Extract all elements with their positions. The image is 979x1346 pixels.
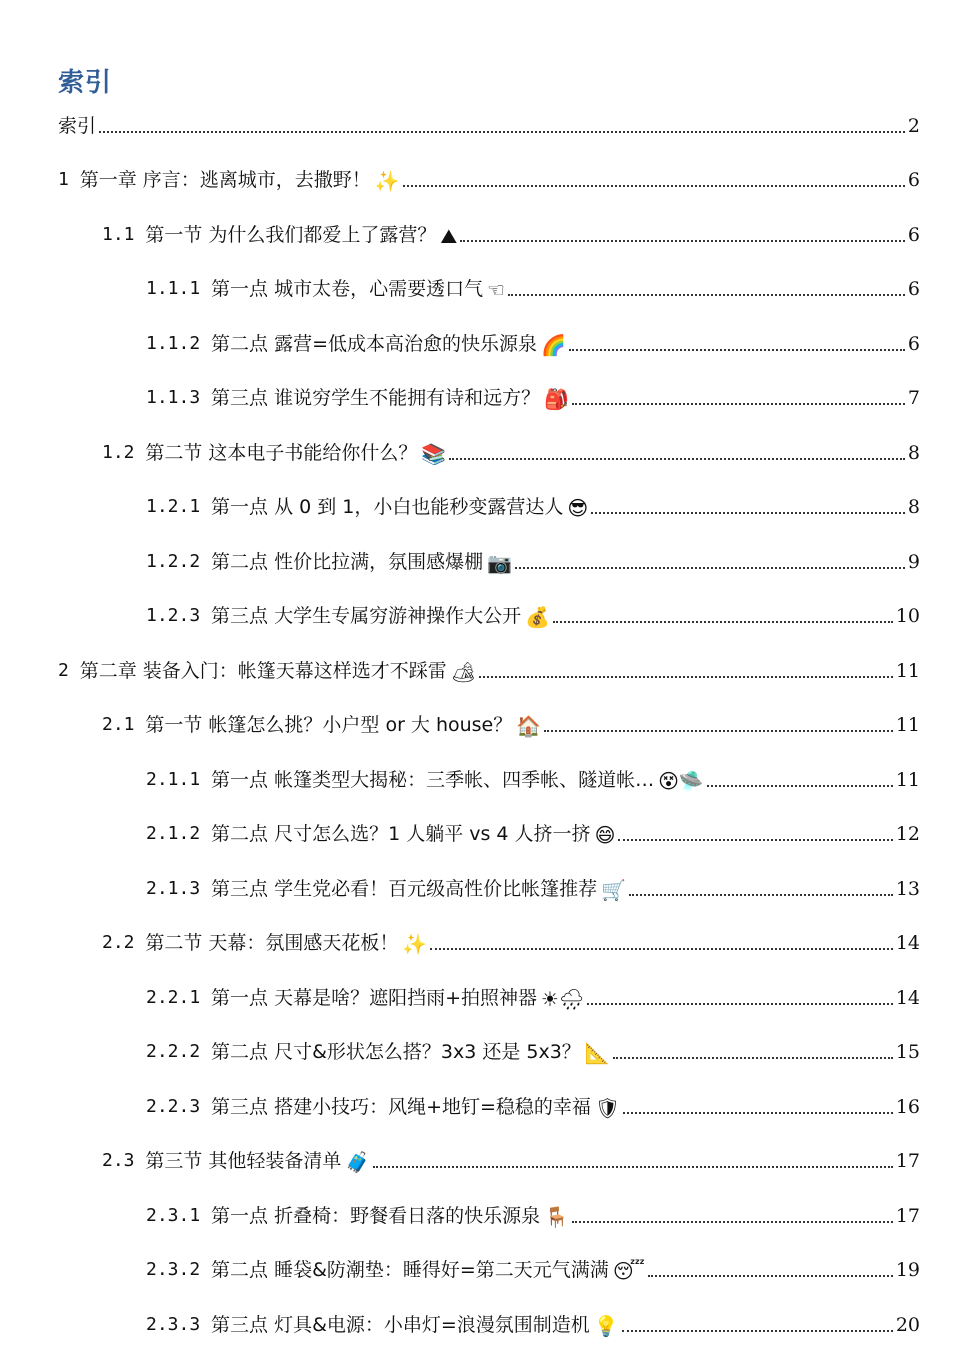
toc-entry-number: 2.2 — [102, 932, 146, 953]
toc-entry-number: 1.2.2 — [146, 551, 212, 572]
toc-entry[interactable] — [146, 489, 920, 519]
toc-entry-page: 8 — [907, 442, 920, 464]
toc-entry-text: 索引 — [58, 115, 97, 137]
dot-leader — [430, 948, 893, 950]
toc-entry-page: 14 — [895, 932, 920, 954]
dizzy-face-ufo-icon: 😵🛸 — [658, 769, 704, 793]
toc-entry-number: 1.2 — [102, 442, 146, 463]
toc-entry[interactable] — [146, 271, 920, 301]
toc-entry-number: 1.2.1 — [146, 496, 212, 517]
light-bulb-icon: 💡 — [593, 1314, 619, 1338]
dot-leader — [622, 1330, 893, 1332]
chair-icon: 🪑 — [544, 1205, 569, 1229]
triangle-ruler-icon: 📐 — [584, 1041, 610, 1065]
toc-entry-number: 2.1.2 — [146, 823, 212, 844]
sparkles-icon: ✨ — [374, 169, 400, 193]
money-bag-icon: 💰 — [525, 605, 550, 629]
pointing-hand-icon: ☜ — [487, 278, 506, 302]
toc-entry-number: 2.3.2 — [146, 1259, 212, 1280]
toc-entry-page: 19 — [895, 1259, 920, 1281]
dot-leader — [403, 185, 905, 187]
toc-entry[interactable] — [102, 1143, 920, 1173]
toc-entry[interactable] — [146, 598, 920, 628]
toc-entry-page: 2 — [907, 115, 920, 137]
toc-entry[interactable] — [146, 1307, 920, 1337]
toc-entry-text: 第一节 帐篷怎么挑？小户型 or 大 house？ — [145, 714, 513, 736]
toc-entry-page: 11 — [895, 660, 920, 682]
toc-entry-number: 1.1.3 — [146, 387, 212, 408]
toc-entry-number: 1.1.1 — [146, 278, 212, 299]
shopping-cart-icon: 🛒 — [601, 878, 626, 902]
dot-leader — [623, 1112, 893, 1114]
toc-entry[interactable] — [146, 544, 920, 574]
dot-leader — [99, 131, 905, 133]
toc-entry-page: 7 — [907, 387, 920, 409]
toc-entry-number: 1 — [58, 169, 80, 190]
toc-entry-text: 第二点 性价比拉满，氛围感爆棚 — [211, 551, 484, 573]
dot-leader — [373, 1166, 893, 1168]
toc-entry-text: 第一点 城市太卷，心需要透口气 — [211, 278, 484, 300]
dot-leader — [544, 730, 893, 732]
toc-entry-text: 第二节 天幕：氛围感天花板！ — [145, 932, 399, 954]
toc-entry-text: 第三点 灯具&电源：小串灯=浪漫氛围制造机 — [211, 1314, 590, 1336]
toc-entry-page: 13 — [895, 878, 920, 900]
toc-entry-number: 2.1.3 — [146, 878, 212, 899]
toc-entry-text: 第二点 尺寸&形状怎么搭？3x3 还是 5x3？ — [211, 1041, 581, 1063]
toc-entry-text: 第一点 天幕是啥？遮阳挡雨+拍照神器 — [211, 987, 537, 1009]
toc-entry-number: 2 — [58, 660, 80, 681]
backpack-icon: 🎒 — [544, 387, 569, 411]
toc-entry-number: 2.3.1 — [146, 1205, 212, 1226]
dot-leader — [587, 1003, 892, 1005]
toc-entry-text: 第二节 这本电子书能给你什么？ — [145, 442, 418, 464]
toc-entry-text: 第一章 序言：逃离城市，去撒野！ — [79, 169, 371, 191]
grinning-face-icon: 😄 — [594, 823, 616, 847]
rainbow-icon: 🌈 — [541, 333, 566, 357]
toc-entry-text: 第一节 为什么我们都爱上了露营？ — [145, 224, 437, 246]
toc-entry-page: 11 — [895, 769, 920, 791]
toc-entry-number: 2.2.1 — [146, 987, 212, 1008]
toc-entry-page: 20 — [895, 1314, 920, 1336]
toc-entry-page: 14 — [895, 987, 920, 1009]
toc-entry-number: 2.3.3 — [146, 1314, 212, 1335]
dot-leader — [707, 785, 893, 787]
toc-entry-text: 第一点 折叠椅：野餐看日落的快乐源泉 — [211, 1205, 541, 1227]
dot-leader — [572, 1221, 893, 1223]
toc-entry-text: 第三点 谁说穷学生不能拥有诗和远方？ — [211, 387, 541, 409]
toc-entry-page: 15 — [895, 1041, 920, 1063]
toc-entry[interactable] — [146, 1034, 920, 1064]
toc-entry[interactable] — [146, 380, 920, 410]
toc-entry[interactable] — [102, 435, 920, 465]
dot-leader — [591, 512, 905, 514]
sun-rain-cloud-icon: ☀🌧 — [541, 987, 585, 1011]
toc-entry[interactable] — [102, 707, 920, 737]
camera-icon: 📷 — [487, 551, 512, 575]
toc-entry-index[interactable] — [58, 108, 920, 138]
dot-leader — [569, 349, 905, 351]
toc-entry-page: 17 — [895, 1205, 920, 1227]
toc-entry[interactable] — [146, 816, 920, 846]
toc-entry-text: 第二点 睡袋&防潮垫：睡得好=第二天元气满满 — [211, 1259, 609, 1281]
toc-entry-page: 6 — [907, 169, 920, 191]
toc-entry[interactable] — [146, 1252, 920, 1282]
toc-entry-page: 6 — [907, 333, 920, 355]
toc-entry[interactable] — [146, 1198, 920, 1228]
toc-entry[interactable] — [146, 762, 920, 792]
toc-entry-number: 1.1.2 — [146, 333, 212, 354]
dot-leader — [449, 458, 905, 460]
dot-leader — [613, 1057, 893, 1059]
toc-entry[interactable] — [146, 1089, 920, 1119]
toc-entry-number: 1.1 — [102, 224, 146, 245]
sleeping-face-icon: 😴 — [612, 1259, 645, 1283]
toc-entry-number: 2.1.1 — [146, 769, 212, 790]
dot-leader — [629, 894, 893, 896]
toc-entry-text: 第三点 搭建小技巧：风绳+地钉=稳稳的幸福 — [211, 1096, 591, 1118]
toc-entry[interactable] — [58, 162, 920, 192]
dot-leader — [572, 403, 905, 405]
toc-entry-text: 第三点 学生党必看！百元级高性价比帐篷推荐 — [211, 878, 598, 900]
dot-leader — [460, 240, 905, 242]
sunglasses-face-icon: 😎 — [567, 496, 589, 520]
toc-entry-page: 6 — [907, 278, 920, 300]
toc-entry-text: 第二点 尺寸怎么选？1 人躺平 vs 4 人挤一挤 — [211, 823, 591, 845]
toc-entry-page: 8 — [907, 496, 920, 518]
toc-entry-number: 2.1 — [102, 714, 146, 735]
toc-entry-number: 2.2.2 — [146, 1041, 212, 1062]
toc-entry[interactable] — [146, 871, 920, 901]
toc-entry-page: 10 — [895, 605, 920, 627]
toc-entry[interactable] — [146, 326, 920, 356]
toc-entry[interactable] — [146, 980, 920, 1010]
toc-entry[interactable] — [58, 653, 920, 683]
dot-leader — [515, 567, 905, 569]
toc-entry-text: 第一点 帐篷类型大揭秘：三季帐、四季帐、隧道帐… — [211, 769, 655, 791]
toc-entry-page: 17 — [895, 1150, 920, 1172]
page-title: 索引 — [58, 68, 113, 98]
shield-icon: 🛡 — [594, 1096, 621, 1120]
camping-icon: 🏕 — [450, 660, 477, 684]
sparkles-icon: ✨ — [402, 932, 428, 956]
toc-entry-text: 第三节 其他轻装备清单 — [145, 1150, 342, 1172]
toc-entry-text: 第二点 露营=低成本高治愈的快乐源泉 — [211, 333, 537, 355]
toc-entry-page: 16 — [895, 1096, 920, 1118]
house-icon: 🏠 — [516, 714, 542, 738]
toc-entry-text: 第一点 从 0 到 1，小白也能秒变露营达人 — [211, 496, 564, 518]
toc-entry-text: 第三点 大学生专属穷游神操作大公开 — [211, 605, 522, 627]
dot-leader — [553, 621, 893, 623]
toc-entry-text: 第二章 装备入门：帐篷天幕这样选才不踩雷 — [79, 660, 447, 682]
toc-entry-page: 12 — [895, 823, 920, 845]
toc-entry-number: 2.3 — [102, 1150, 146, 1171]
luggage-icon: 🧳 — [345, 1150, 371, 1174]
toc-entry-number: 1.2.3 — [146, 605, 212, 626]
toc-entry[interactable] — [102, 925, 920, 955]
dot-leader — [508, 294, 905, 296]
toc-entry[interactable] — [102, 217, 920, 247]
toc-entry-page: 6 — [907, 224, 920, 246]
mountain-icon: ⛰ — [440, 224, 458, 248]
toc-entry-number: 2.2.3 — [146, 1096, 212, 1117]
toc-entry-page: 9 — [907, 551, 920, 573]
books-icon: 📚 — [421, 442, 447, 466]
dot-leader — [648, 1275, 893, 1277]
toc-entry-page: 11 — [895, 714, 920, 736]
dot-leader — [618, 839, 892, 841]
dot-leader — [479, 676, 893, 678]
